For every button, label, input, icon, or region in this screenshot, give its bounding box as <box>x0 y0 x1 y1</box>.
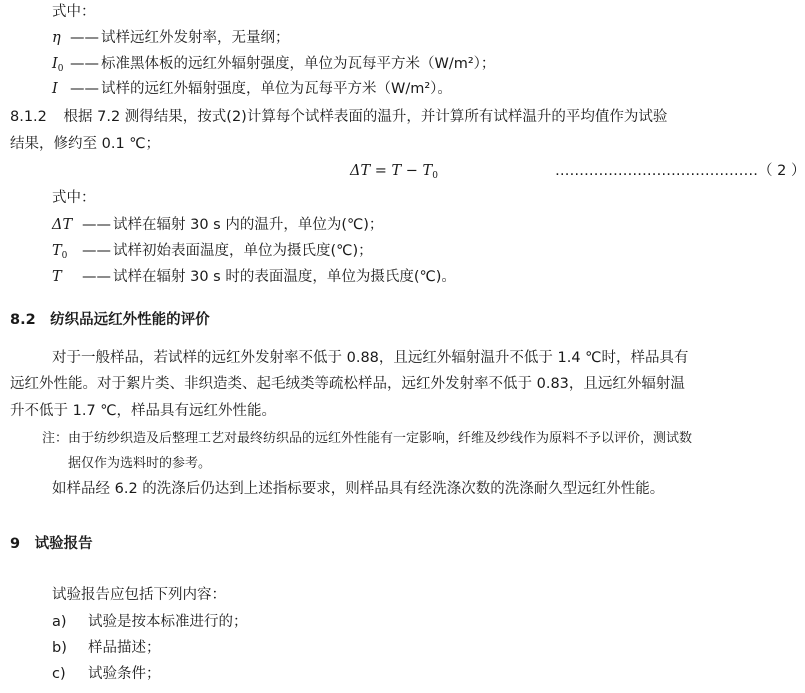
formula-number: ……………………………………（ 2 ） <box>555 163 805 179</box>
definition-t0 <box>52 241 373 266</box>
report-intro: 试验报告应包括下列内容： <box>52 587 226 603</box>
definition-text: 试样的远红外辐射强度，单位为瓦每平方米（W/m²）。 <box>101 81 452 97</box>
list-marker: b) <box>52 640 67 656</box>
note-line: 据仅作为选料时的参考。 <box>68 456 212 471</box>
section-8-2-title: 8.2 纺织品远红外性能的评价 <box>10 312 210 328</box>
paragraph-line: 远红外性能。对于絮片类、非织造类、起毛绒类等疏松样品，远红外发射率不低于 0.83，且远红外辐射温 <box>10 376 685 392</box>
definition-dash: —— <box>70 56 99 72</box>
definition-dash: —— <box>82 217 111 233</box>
section-9-title: 9 试验报告 <box>10 536 93 552</box>
definition-text: 试样在辐射 30 s 时的表面温度，单位为摄氏度(℃)。 <box>113 269 456 285</box>
definition-text: 试样远红外发射率，无量纲； <box>101 30 290 46</box>
definition-dash: —— <box>70 30 99 46</box>
list-item <box>52 638 161 658</box>
definition-dash: —— <box>82 243 111 259</box>
definition-text: 标准黑体板的远红外辐射强度，单位为瓦每平方米（W/m²）； <box>101 56 496 72</box>
definition-i0 <box>52 54 495 79</box>
clause-text-line-2: 结果，修约至 0.1 ℃； <box>10 136 161 152</box>
symbol-delta-t: ΔT <box>52 217 73 233</box>
clause-8-1-2 <box>10 107 667 127</box>
list-item <box>52 664 161 684</box>
paragraph-line: 升不低于 1.7 ℃，样品具有远红外性能。 <box>10 403 277 419</box>
formula-subscript: 0 <box>432 171 438 181</box>
symbol-t: T <box>52 269 62 285</box>
symbol-eta: η <box>52 30 61 46</box>
formula-2 <box>350 161 438 186</box>
definition-t <box>52 267 456 287</box>
paragraph-line: 如样品经 6.2 的洗涤后仍达到上述指标要求，则样品具有经洗涤次数的洗涤耐久型远红外性能。 <box>52 481 665 497</box>
list-text: 试验是按本标准进行的； <box>88 614 248 630</box>
symbol-i: I <box>52 56 58 72</box>
symbol-i: I <box>52 81 58 97</box>
list-marker: c) <box>52 666 66 682</box>
list-marker: a) <box>52 614 67 630</box>
definition-i <box>52 79 452 99</box>
list-item <box>52 612 248 632</box>
definition-text: 试样初始表面温度，单位为摄氏度(℃)； <box>113 243 373 259</box>
where-label-1: 式中： <box>52 4 96 20</box>
formula-expression: ΔT = T − T <box>350 163 433 179</box>
note-line: 注：由于纺纱织造及后整理工艺对最终纺织品的远红外性能有一定影响，纤维及纱线作为原料不予以评价，测试数 <box>42 431 693 446</box>
symbol-subscript: 0 <box>61 251 68 261</box>
definition-eta <box>52 28 290 48</box>
list-text: 样品描述； <box>88 640 161 656</box>
paragraph-line: 对于一般样品，若试样的远红外发射率不低于 0.88，且远红外辐射温升不低于 1.4 ℃时，样品具有 <box>52 350 689 366</box>
list-text: 试验条件； <box>88 666 161 682</box>
symbol-subscript: 0 <box>57 64 64 74</box>
definition-delta-t <box>52 215 383 235</box>
symbol-t: T <box>52 243 62 259</box>
definition-text: 试样在辐射 30 s 内的温升，单位为(℃)； <box>113 217 384 233</box>
definition-dash: —— <box>70 81 99 97</box>
definition-dash: —— <box>82 269 111 285</box>
where-label-2: 式中： <box>52 190 96 206</box>
clause-text-line-1: 根据 7.2 测得结果，按式(2)计算每个试样表面的温升，并计算所有试样温升的平均值作为试验 <box>63 109 668 125</box>
clause-number: 8.1.2 <box>10 109 47 125</box>
